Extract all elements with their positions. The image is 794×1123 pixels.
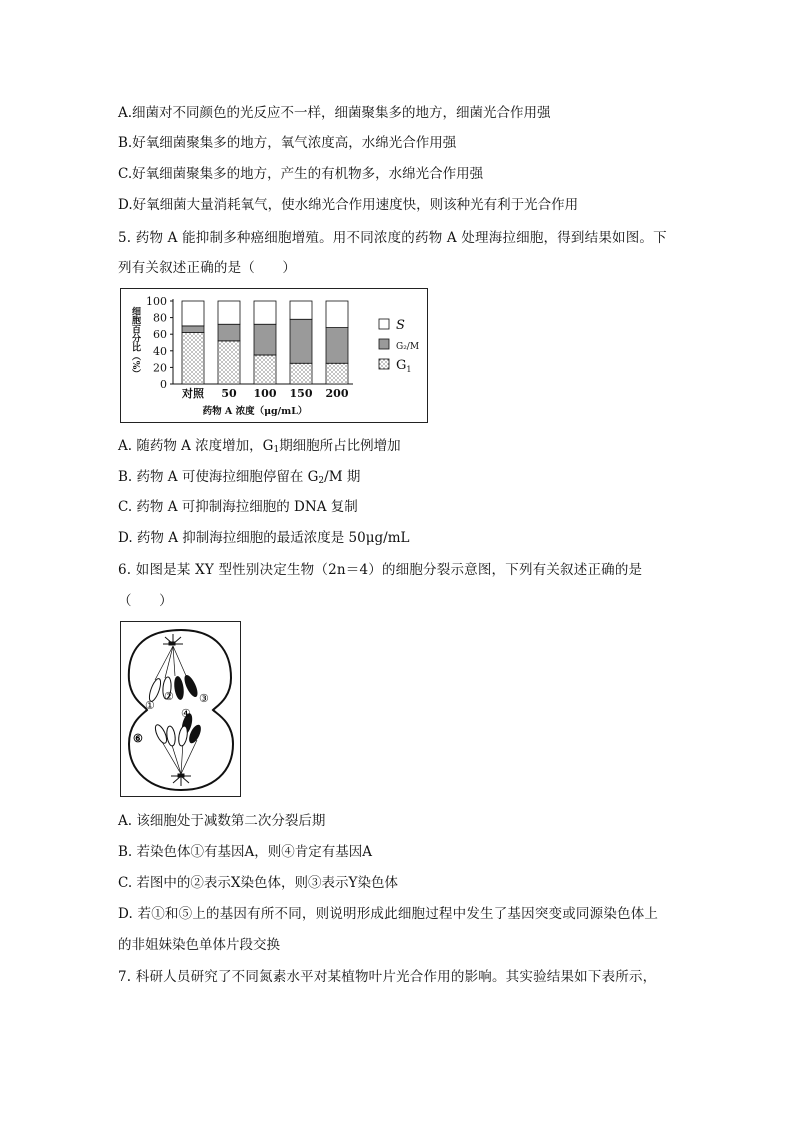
bottom-centrosome — [171, 774, 191, 786]
label-6: ⑥ — [133, 732, 143, 745]
x-tick-label: 200 — [325, 387, 349, 400]
y-axis-label: 细胞百分比（%） — [130, 306, 140, 379]
q5-option-d: D. 药物 A 抑制海拉细胞的最适浓度是 50μg/mL — [118, 530, 410, 546]
bar-segment-S — [182, 301, 204, 326]
chromosome-5b — [166, 726, 177, 747]
x-tick-label: 50 — [221, 387, 237, 400]
bar-segment-G2-M — [290, 319, 312, 363]
bar-segment-S — [326, 301, 348, 328]
q4-option-a: A.细菌对不同颜色的光反应不一样，细菌聚集多的地方，细菌光合作用强 — [118, 105, 551, 121]
bar-segment-G2-M — [254, 324, 276, 355]
legend-label: $G_1$ — [396, 358, 412, 374]
q4-option-c: C.好氧细菌聚集多的地方，产生的有机物多，水绵光合作用强 — [118, 166, 484, 182]
y-tick-label: 80 — [153, 311, 167, 325]
chromosome-3a — [173, 675, 185, 700]
x-tick-label: 对照 — [182, 387, 204, 400]
bar-segment-S — [290, 301, 312, 319]
y-tick-label: 60 — [153, 328, 167, 342]
q6-option-a: A. 该细胞处于减数第二次分裂后期 — [118, 813, 326, 829]
y-tick-label: 0 — [160, 378, 167, 391]
bar-segment-G2-M — [326, 328, 348, 364]
label-1: ① — [145, 699, 155, 712]
legend-swatch — [379, 339, 389, 349]
chromosome-3b — [182, 673, 200, 699]
q4-option-d: D.好氧细菌大量消耗氧气，使水绵光合作用速度快，则该种光有利于光合作用 — [118, 197, 579, 213]
q6-option-c: C. 若图中的②表示X染色体，则③表示Y染色体 — [118, 875, 398, 891]
q6-stem-line1: 6. 如图是某 XY 型性别决定生物（2n＝4）的细胞分裂示意图，下列有关叙述正确的是 — [118, 562, 643, 578]
chromosome-6a — [177, 725, 188, 746]
bar-segment-G2-M — [182, 326, 204, 333]
bar-segment-G1 — [254, 355, 276, 384]
legend-label: G₂/M — [396, 342, 420, 352]
legend-swatch — [379, 319, 389, 329]
x-axis-label: 药物 A 浓度（μg/mL） — [202, 406, 308, 417]
cell-division-diagram — [121, 622, 240, 796]
legend-swatch — [379, 359, 389, 369]
legend-label: S — [396, 318, 405, 333]
q5-stem-line2: 列有关叙述正确的是（ ） — [118, 260, 297, 276]
label-4: ④ — [181, 707, 191, 720]
cell-cycle-stacked-bar-chart — [121, 289, 427, 422]
q5-chart-figure — [120, 288, 428, 423]
top-centrosome — [163, 634, 183, 645]
q5-stem-line1: 5. 药物 A 能抑制多种癌细胞增殖。用不同浓度的药物 A 处理海拉细胞，得到结果如图。下 — [118, 230, 667, 246]
q6-option-b: B. 若染色体①有基因A，则④肯定有基因A — [118, 844, 373, 860]
bar-segment-G1 — [326, 363, 348, 384]
y-tick-label: 40 — [153, 344, 167, 358]
bar-segment-G1 — [182, 333, 204, 384]
x-tick-label: 150 — [289, 387, 313, 400]
bar-segment-G1 — [290, 363, 312, 384]
q5-option-b: B. 药物 A 可使海拉细胞停留在 $G_2/M$ 期 — [118, 469, 361, 486]
q6-stem-line2: （ ） — [118, 593, 173, 609]
q6-option-d-line1: D. 若①和⑤上的基因有所不同，则说明形成此细胞过程中发生了基因突变或同源染色体上 — [118, 906, 659, 922]
q6-cell-division-figure — [120, 621, 241, 797]
bar-segment-G2-M — [218, 324, 240, 341]
label-3: ③ — [199, 692, 209, 705]
q6-option-d-line2: 的非姐妹染色单体片段交换 — [118, 937, 280, 953]
y-tick-label: 20 — [153, 361, 167, 375]
bar-segment-S — [218, 301, 240, 324]
y-tick-label: 100 — [146, 295, 167, 308]
q4-option-b: B.好氧细菌聚集多的地方，氧气浓度高，水绵光合作用强 — [118, 135, 457, 151]
bar-segment-S — [254, 301, 276, 324]
q7-stem-line1: 7. 科研人员研究了不同氮素水平对某植物叶片光合作用的影响。其实验结果如下表所示， — [118, 969, 657, 985]
x-tick-label: 100 — [253, 387, 277, 400]
q5-option-c: C. 药物 A 可抑制海拉细胞的 DNA 复制 — [118, 499, 358, 515]
bar-segment-G1 — [218, 341, 240, 384]
q5-option-a: A. 随药物 A 浓度增加，$G_1$期细胞所占比例增加 — [118, 438, 401, 455]
label-2: ② — [164, 690, 174, 703]
